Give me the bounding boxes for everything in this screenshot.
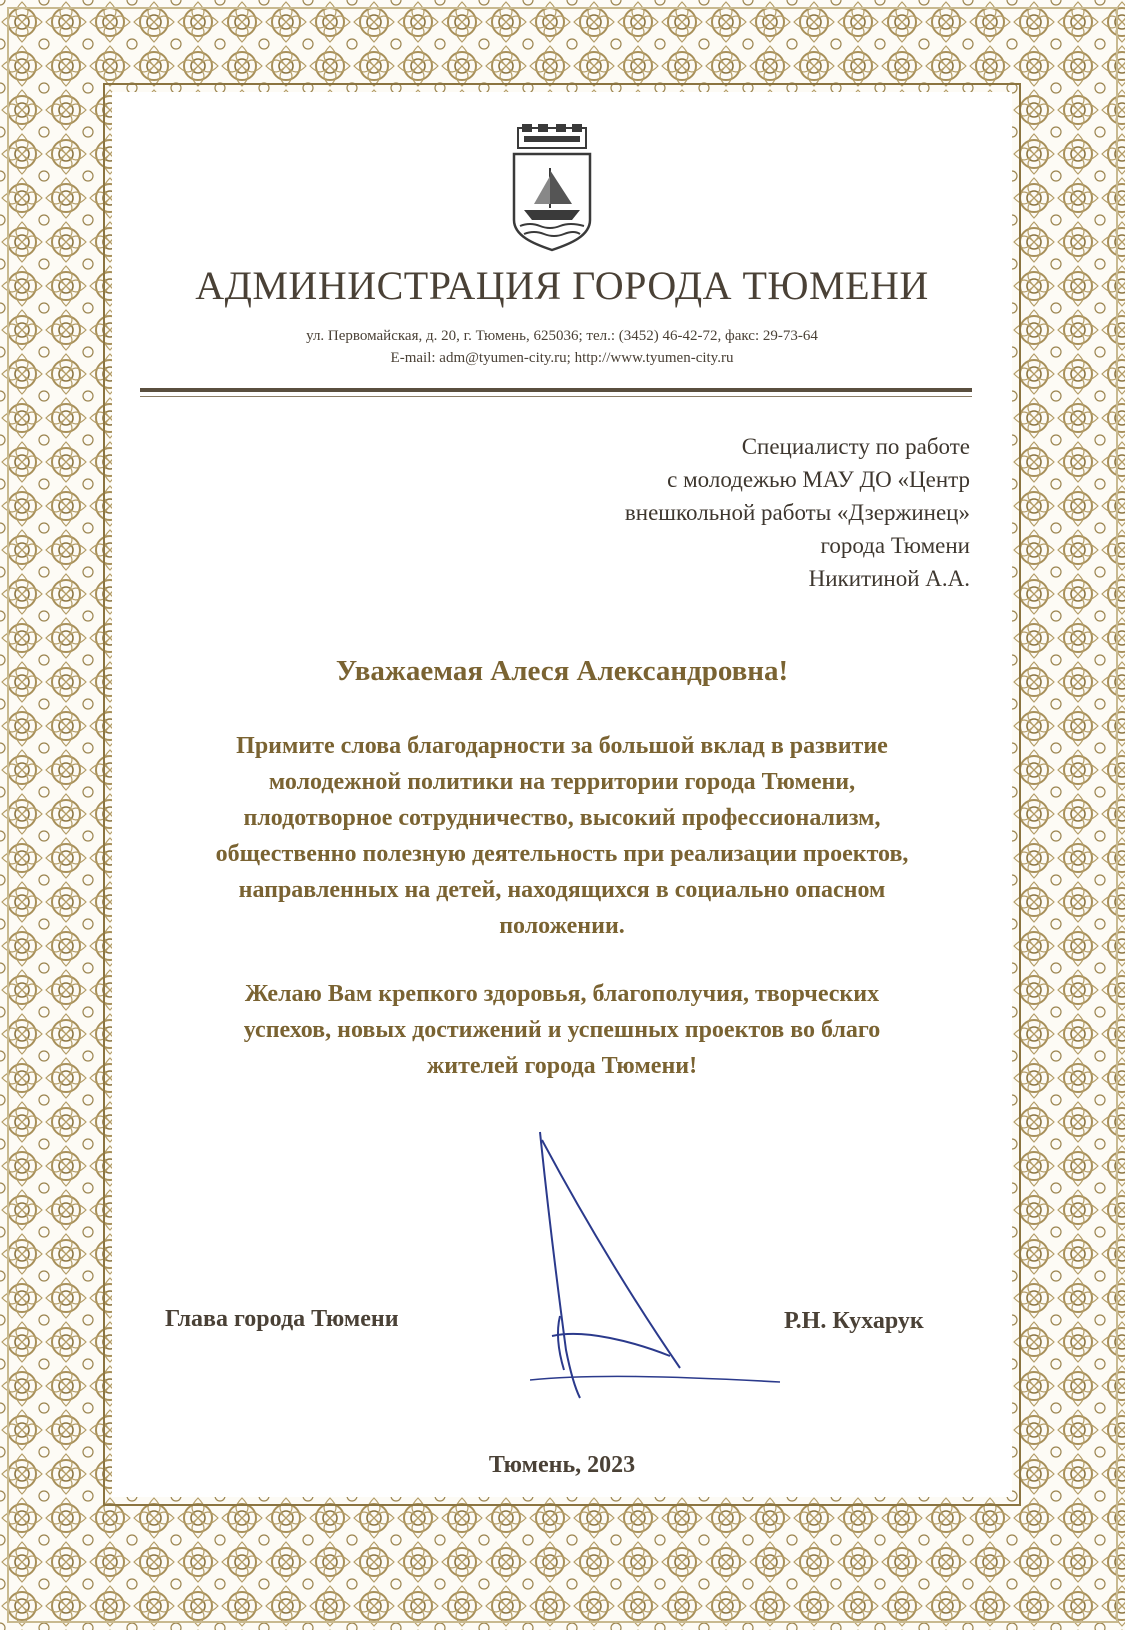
letterhead-divider-thick — [140, 388, 972, 392]
addressee-line: с молодежью МАУ ДО «Центр — [667, 467, 970, 492]
paragraph-line: успехов, новых достижений и успешных проектов во благо — [243, 1017, 881, 1043]
addressee-line: Никитиной А.А. — [808, 566, 970, 591]
paragraph-line: Примите слова благодарности за большой вклад в развитие — [236, 733, 888, 759]
paragraph-line: молодежной политики на территории города Тюмени, — [268, 769, 856, 795]
paragraph-line: Желаю Вам крепкого здоровья, благополучия, творческих — [244, 981, 880, 1007]
paragraph-line: плодотворное сотрудничество, высокий профессионализм, — [243, 805, 881, 831]
city-coat-of-arms-icon — [510, 124, 594, 254]
addressee-line: Специалисту по работе — [741, 434, 970, 459]
addressee-line: города Тюмени — [820, 533, 970, 558]
addressee-block — [490, 430, 970, 595]
paragraph-line: общественно полезную деятельность при реализации проектов, — [215, 841, 909, 867]
organization-title: АДМИНИСТРАЦИЯ ГОРОДА ТЮМЕНИ — [195, 263, 929, 308]
organization-address: ул. Первомайская, д. 20, г. Тюмень, 625036; тел.: (3452) 46-42-72, факс: 29-73-64 — [306, 328, 818, 344]
paragraph-line: положении. — [499, 913, 625, 939]
signatory-role: Глава города Тюмени — [165, 1306, 399, 1332]
gratitude-paragraph — [140, 728, 984, 944]
paragraph-line: направленных на детей, находящихся в социально опасном — [238, 877, 886, 903]
addressee-line: внешкольной работы «Дзержинец» — [624, 500, 970, 525]
salutation: Уважаемая Алеся Александровна! — [335, 655, 789, 687]
wishes-paragraph — [140, 976, 984, 1084]
letterhead-divider-thin — [140, 396, 972, 397]
handwritten-signature — [530, 1120, 790, 1420]
signatory-name: Р.Н. Кухарук — [784, 1308, 924, 1334]
organization-contacts: E-mail: adm@tyumen-city.ru; http://www.tyumen-city.ru — [390, 350, 734, 366]
place-and-year: Тюмень, 2023 — [488, 1452, 636, 1478]
paragraph-line: жителей города Тюмени! — [426, 1053, 698, 1079]
